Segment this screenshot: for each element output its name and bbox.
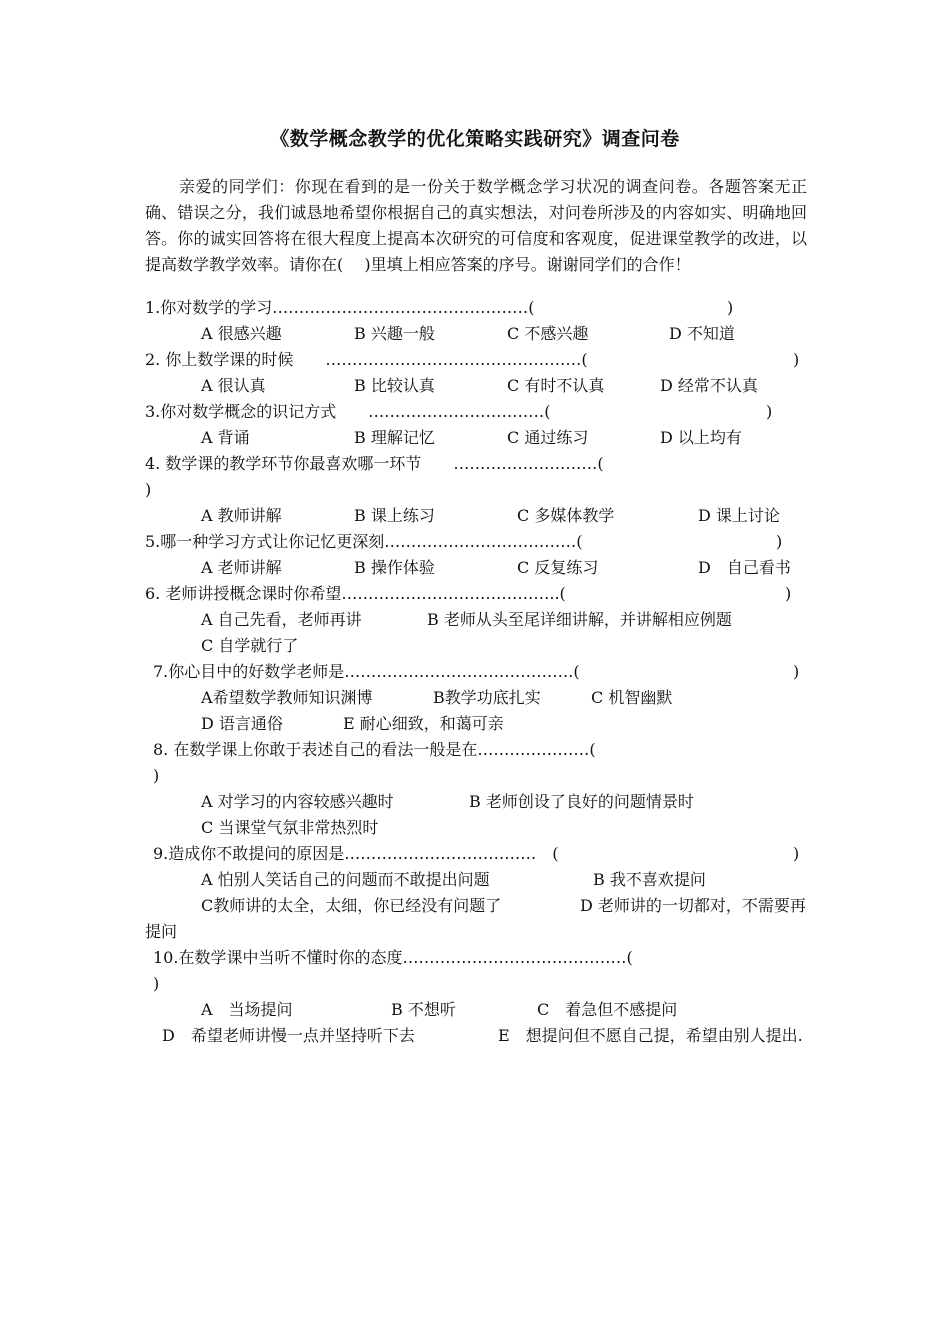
q7-option-c: C 机智幽默 — [591, 688, 673, 707]
question-9-close-paren: ) — [793, 844, 800, 863]
document-title: 《数学概念教学的优化策略实践研究》调查问卷 — [270, 128, 680, 150]
q9-option-b: B 我不喜欢提问 — [593, 870, 706, 889]
question-10-close-paren: ) — [153, 974, 160, 993]
q2-option-b: B 比较认真 — [354, 376, 435, 395]
q4-option-a: A 教师讲解 — [201, 506, 282, 525]
question-4-close-paren: ) — [145, 480, 152, 499]
question-4: 4. 数学课的教学环节你最喜欢哪一环节 ………………………( — [145, 454, 604, 473]
q5-option-d: D 自己看书 — [698, 558, 791, 577]
q2-option-c: C 有时不认真 — [507, 376, 605, 395]
q10-option-a: A 当场提问 — [201, 1000, 293, 1019]
q6-option-b: B 老师从头至尾详细讲解，并讲解相应例题 — [427, 610, 732, 629]
q10-option-b: B 不想听 — [391, 1000, 456, 1019]
q7-option-b: B教学功底扎实 — [433, 688, 541, 707]
q1-option-b: B 兴趣一般 — [354, 324, 435, 343]
question-7: 7.你心目中的好数学老师是…………………………………….( — [153, 662, 580, 681]
question-6: 6. 老师讲授概念课时你希望…………………………………..( — [145, 584, 566, 603]
q3-option-c: C 通过练习 — [507, 428, 589, 447]
question-3: 3.你对数学概念的识记方式 ……………………………( — [145, 402, 551, 421]
q2-option-a: A 很认真 — [201, 376, 266, 395]
q5-option-c: C 反复练习 — [517, 558, 599, 577]
question-8-close-paren: ) — [153, 766, 160, 785]
q8-option-c: C 当课堂气氛非常热烈时 — [201, 818, 379, 837]
q3-option-b: B 理解记忆 — [354, 428, 435, 447]
q4-option-c: C 多媒体教学 — [517, 506, 615, 525]
question-8: 8. 在数学课上你敢于表述自己的看法一般是在…………………( — [153, 740, 596, 759]
question-1: 1.你对数学的学习…………………………………………( — [145, 298, 535, 317]
q3-option-a: A 背诵 — [201, 428, 250, 447]
question-1-close-paren: ) — [727, 298, 734, 317]
q10-option-e: E 想提问但不愿自己提，希望由别人提出. — [498, 1026, 803, 1045]
q10-option-c: C 着急但不感提问 — [537, 1000, 678, 1019]
q9-option-d: D 老师讲的一切都对，不需要再提问 — [145, 896, 806, 941]
q4-option-b: B 课上练习 — [354, 506, 435, 525]
question-9: 9.造成你不敢提问的原因是……………………………… ( — [153, 844, 559, 863]
q9-option-a: A 怕别人笑话自己的问题而不敢提出问题 — [201, 870, 490, 889]
q1-option-a: A 很感兴趣 — [201, 324, 282, 343]
q1-option-d: D 不知道 — [669, 324, 735, 343]
question-5-close-paren: ) — [776, 532, 783, 551]
question-7-close-paren: ) — [793, 662, 800, 681]
question-10: 10.在数学课中当听不懂时你的态度……………………………………( — [153, 948, 633, 967]
q6-option-c: C 自学就行了 — [201, 636, 299, 655]
q4-option-d: D 课上讨论 — [698, 506, 780, 525]
q3-option-d: D 以上均有 — [660, 428, 742, 447]
question-2-close-paren: ) — [793, 350, 800, 369]
question-2: 2. 你上数学课的时候 …………………………………………( — [145, 350, 588, 369]
q6-option-a: A 自己先看，老师再讲 — [201, 610, 362, 629]
q1-option-c: C 不感兴趣 — [507, 324, 589, 343]
q7-option-d: D 语言通俗 — [201, 714, 283, 733]
question-3-close-paren: ) — [766, 402, 773, 421]
q9-option-c: C教师讲的太全，太细，你已经没有问题了 — [201, 896, 502, 915]
q7-option-e: E 耐心细致，和蔼可亲 — [343, 714, 504, 733]
q7-option-a: A希望数学教师知识渊博 — [201, 688, 373, 707]
q10-option-d: D 希望老师讲慢一点并坚持听下去 — [162, 1026, 415, 1045]
question-5: 5.哪一种学习方式让你记忆更深刻………………………………( — [145, 532, 583, 551]
q5-option-a: A 老师讲解 — [201, 558, 282, 577]
q8-option-b: B 老师创设了良好的问题情景时 — [469, 792, 694, 811]
q2-option-d: D 经常不认真 — [660, 376, 758, 395]
q5-option-b: B 操作体验 — [354, 558, 435, 577]
question-6-close-paren: ) — [785, 584, 792, 603]
q8-option-a: A 对学习的内容较感兴趣时 — [201, 792, 394, 811]
intro-paragraph: 亲爱的同学们：你现在看到的是一份关于数学概念学习状况的调查问卷。各题答案无正确、错误之分，我们诚恳地希望你根据自己的真实想法，对问卷所涉及的内容如实、明确地回答。你的诚实回答将在很大程度上提高本次研究的可信度和客观度，促进课堂教学的改进，以提高数学教学效率。请你在( )里填上相应答案的序号。谢谢同学们的合作！ — [145, 177, 807, 274]
